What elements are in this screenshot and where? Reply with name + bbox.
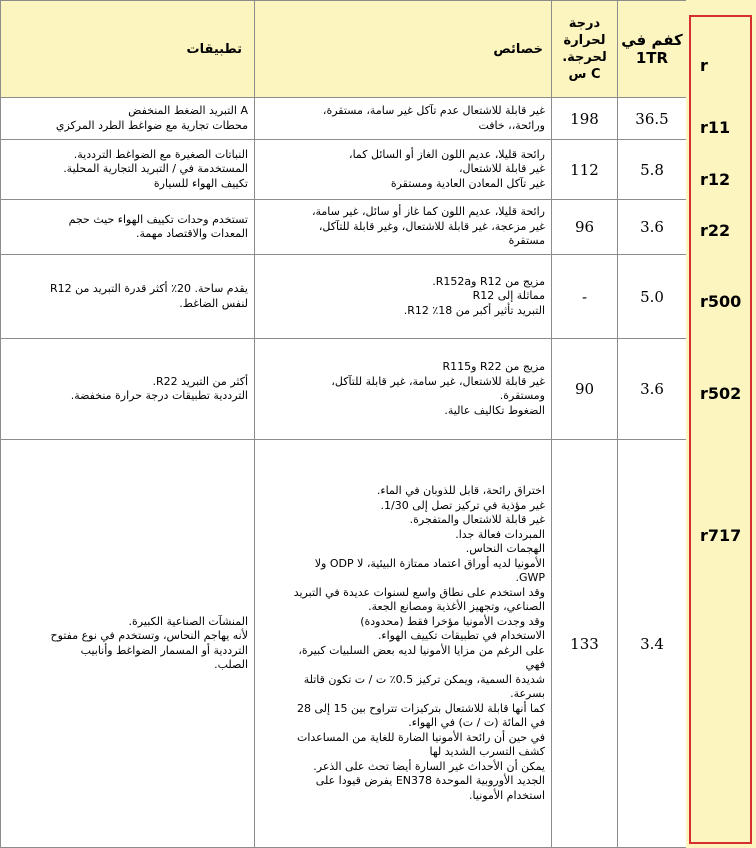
text-line: المعدات والاقتصاد مهمة. [136,227,248,240]
properties-cell [255,140,552,200]
text-line: رائحة قليلا، عديم اللون كما غاز أو سائل، غير سامة، [311,205,545,219]
capacity-cell: 3.6 [618,200,687,255]
applications-cell [1,200,255,255]
refrigerant-label: r717 [700,526,742,545]
properties-header: خصائص [255,1,552,98]
boiling-point-cell: 90 [552,339,618,440]
text-line: غير تآكل المعادن العادية ومستقرة [390,176,545,190]
text-line: يقدم ساحة. 20٪ أكثر قدرة التبريد من R12 [49,282,248,295]
capacity-cell: 5.0 [618,255,687,339]
table-row [1,255,687,339]
text-line: غير قابلة للاشتعال، [459,162,545,176]
text-line: أكثر من التبريد R22. [152,374,248,388]
boiling-point-header-line: لحرارة [563,33,606,48]
text-line: في المائة (ت / ت) في الهواء. [408,716,545,729]
text-line: تكييف الهواء للسيارة [153,176,248,190]
boiling-point-header-line: درجة [568,16,601,31]
applications-cell [1,255,255,339]
table-row [1,140,687,200]
text-line: الضغوط تكاليف عالية. [444,403,545,417]
text-line: غير قابلة للاشتعال عدم تآكل غير سامة، مستقرة، [322,104,545,117]
text-line: التبريد تأثير أكبر من 18٪ R12. [403,303,545,317]
boiling-point-header-line: C س [568,67,601,82]
text-line: مزيج من R12 وR152a. [432,274,545,288]
boiling-point-cell: 112 [552,140,618,200]
applications-header: تطبيقات [1,1,255,98]
refrigerant-label: r11 [700,118,731,137]
text-line: غير قابلة للاشتعال والمتفجرة. [409,513,545,526]
text-line: المنشآت الصناعية الكبيرة. [128,614,248,628]
header-row [1,1,687,98]
text-line: على الرغم من مزايا الأمونيا لديه بعض السلبيات كبيرة، [298,643,545,657]
text-line: GWP. [515,571,545,584]
text-line: A التبريد الضغط المنخفض [128,104,248,117]
text-line: استخدام الأمونيا. [469,788,545,802]
text-line: الترددية تطبيقات درجة حرارة منخفضة. [70,389,248,402]
text-line: وقد استخدم على نطاق واسع لسنوات عديدة في التبريد [293,585,545,599]
text-line: مزيج من R22 وR115 [442,360,545,373]
text-line: ومستقرة. [499,389,545,402]
refrigerant-highlight-frame [689,15,752,844]
text-line: محطات تجارية مع ضواغط الطرد المركزي [55,118,248,132]
table-row [1,98,687,140]
text-line: لنفس الضاغط. [179,296,248,310]
capacity-cell: 3.4 [618,440,687,848]
boiling-point-cell: - [552,255,618,339]
boiling-point-header [552,1,618,98]
applications-cell [1,440,255,848]
properties-cell [255,255,552,339]
applications-cell [1,339,255,440]
applications-cell [1,98,255,140]
table-row [1,200,687,255]
text-line: مماثلة إلى R12 [472,289,545,303]
text-line: الهجمات النحاس. [465,542,545,555]
applications-cell [1,140,255,200]
boiling-point-cell: 133 [552,440,618,848]
table-row [1,440,687,848]
text-line: المبردات فعالة جدا. [455,527,545,541]
boiling-point-header-line: لحرجة. [562,50,607,65]
text-line: رائحة قليلا، عديم اللون الغاز أو السائل كما، [349,147,545,161]
text-line: وقد وجدت الأمونيا مؤخرا فقط (محدودة) [360,614,545,628]
text-line: فهي [525,658,545,671]
refrigerant-label: r12 [700,170,731,189]
refrigerant-label: r502 [700,384,742,403]
r-header-label: r [700,56,708,75]
text-line: مستقرة [508,234,545,248]
capacity-cell: 5.8 [618,140,687,200]
refrigerant-label: r500 [700,292,742,311]
boiling-point-cell: 96 [552,200,618,255]
text-line: غير مزعجة، غير قابلة للاشتعال، وغير قابلة للتآكل، [318,219,545,233]
text-line: في حين أن رائحة الأمونيا الضارة للغاية من المساعدات [296,730,545,744]
text-line: الصناعي، وتجهيز الأغذية ومصانع الجعة. [368,600,545,613]
text-line: الاستخدام في تطبيقات تكييف الهواء. [377,629,545,642]
capacity-cell: 3.6 [618,339,687,440]
text-line: بسرعة. [510,687,545,700]
text-line: الأمونيا لديه أوراق اعتماد ممتازة البيئية، لا ODP ولا [314,556,545,570]
capacity-cell: 36.5 [618,98,687,140]
text-line: يمكن أن الأحداث غير السارة أيضا تحث على الذعر. [313,759,545,773]
text-line: لأنه يهاجم النحاس، وتستخدم في نوع مفتوح [50,629,248,642]
text-line: غير مؤذية في تركيز تصل إلى 1/30. [380,498,545,512]
capacity-header: كفم في 1TR [618,1,687,98]
text-line: النباتات الصغيرة مع الضواغط الترددية. [73,147,248,161]
text-line: الترددية أو المسمار الضواغط وأنابيب [80,643,248,657]
text-line: الجديد الأوروبية الموحدة EN378 يفرض قيودا على [315,774,545,787]
properties-cell [255,339,552,440]
text-line: شديدة السمية، ويمكن تركيز 0.5٪ ت / ت تكون قاتلة [303,672,545,686]
text-line: غير قابلة للاشتعال، غير سامة، غير قابلة للتآكل، [331,374,545,388]
text-line: ورائحة،، خافت [478,118,545,132]
properties-cell [255,98,552,140]
properties-cell [255,440,552,848]
properties-cell [255,200,552,255]
text-line: اختراق رائحة، قابل للذوبان في الماء. [376,484,545,497]
text-line: كشف التسرب الشديد لها [429,745,545,758]
table-row [1,339,687,440]
text-line: الصلب. [214,658,248,671]
text-line: تستخدم وحدات تكييف الهواء حيث حجم [68,212,248,226]
boiling-point-cell: 198 [552,98,618,140]
text-line: كما أنها قابلة للاشتعال بتركيزات تتراوح بين 15 إلى 28 [296,701,545,715]
refrigerant-label: r22 [700,221,731,240]
text-line: المستخدمة في / التبريد التجارية المحلية. [63,162,248,176]
